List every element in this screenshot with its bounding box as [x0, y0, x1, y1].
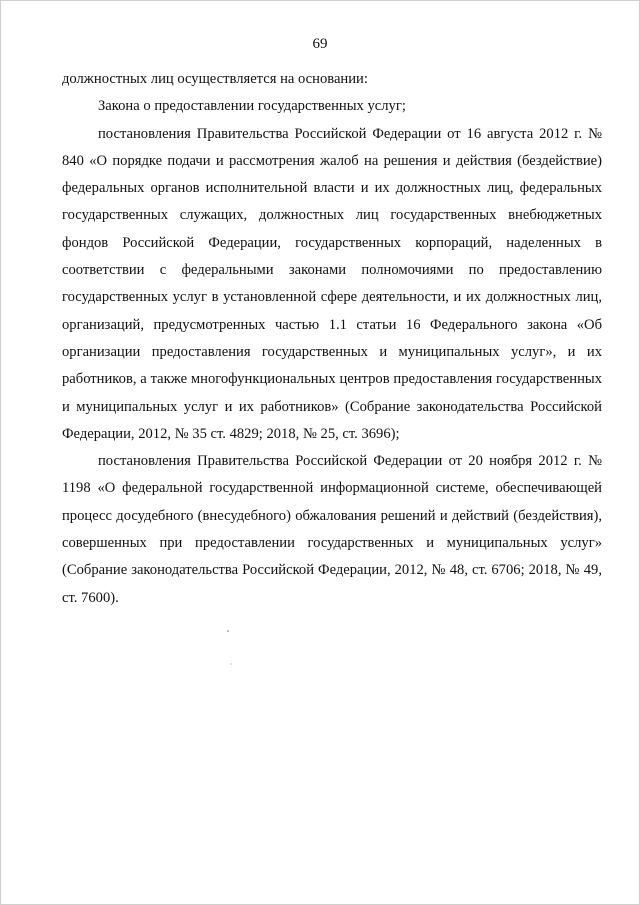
page-number: 69 [312, 36, 328, 52]
paragraph-continuation: должностных лиц осуществляется на основании: [62, 71, 368, 87]
paragraph-resolution-840: постановления Правительства Российской Федерации от 16 августа 2012 г. № 840 «О порядке подачи и рассмотрения жалоб на решения и действия (бездействие) федеральных органов исполнительной власти и их должностных лиц, федеральных государственных служащих, должностных лиц государственных внебюджетных фондов Российской Федерации, государственных корпораций, наделенных в соответствии с федеральными законами полномочиями по предоставлению государственных услуг в установленной сфере деятельности, и их должностных лиц, организаций, предусмотренных частью 1.1 статьи 16 Федерального закона «Об организации предоставления государственных и муниципальных услуг», и их работников, а также многофункциональных центров предоставления государственных и муниципальных услуг и их работников» (Собрание законодательства Российской Федерации, 2012, № 35 ст. 4829; 2018, № 25, ст. 3696); [62, 125, 602, 442]
paragraph-law-reference: Закона о предоставлении государственных услуг; [98, 98, 406, 115]
document-body [62, 66, 602, 612]
paragraph-resolution-1198: постановления Правительства Российской Федерации от 20 ноября 2012 г. № 1198 «О федеральной государственной информационной системе, обеспечивающей процесс досудебного (внесудебного) обжалования решений и действий (бездействия), совершенных при предоставлении государственных и муниципальных услуг» (Собрание законодательства Российской Федерации, 2012, № 48, ст. 6706; 2018, № 49, ст. 7600). [62, 453, 602, 606]
